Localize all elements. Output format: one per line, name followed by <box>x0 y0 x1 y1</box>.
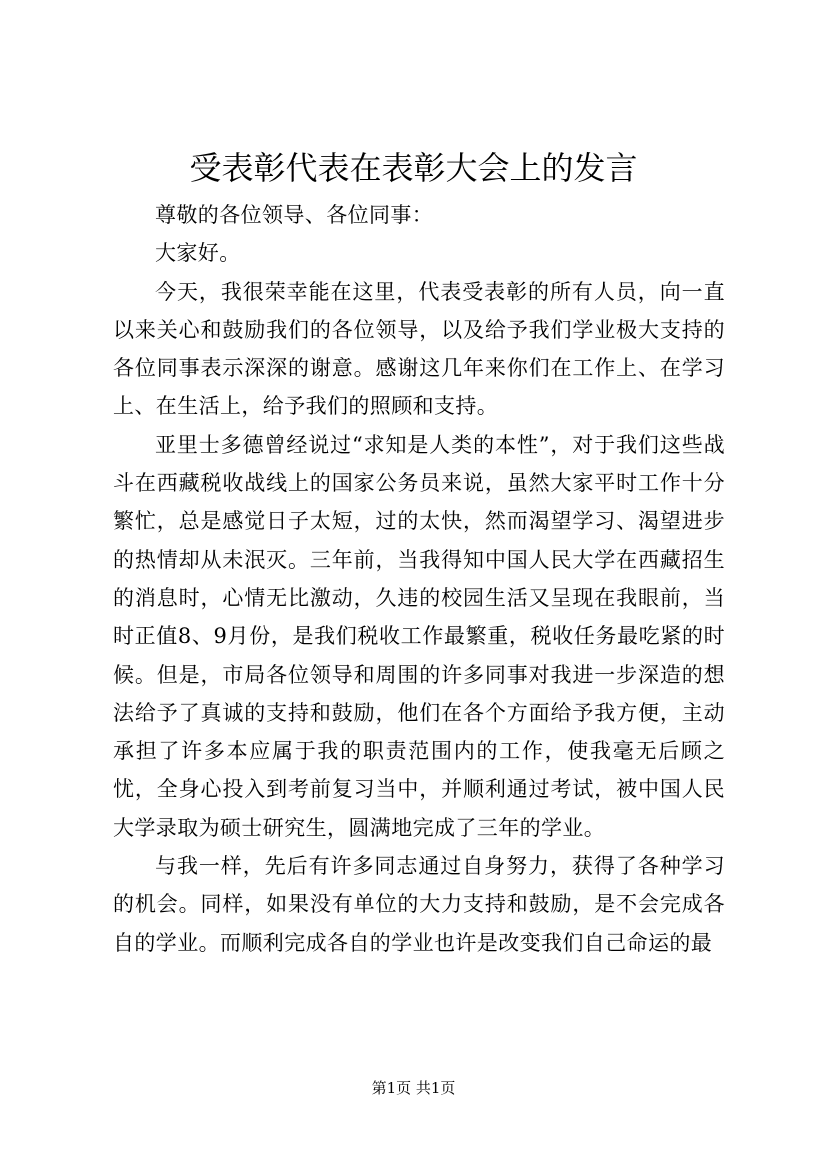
salutation-paragraph: 尊敬的各位领导、各位同事： <box>155 203 434 227</box>
body-paragraph: 亚里士多德曾经说过“求知是人类的本性”，对于我们这些战斗在西藏税收战线上的国家公务员来说，虽然大家平时工作十分繁忙，总是感觉日子太短，过的太快，然而渴望学习、渴望进步的热情却从未泯灭。三年前，当我得知中国人民大学在西藏招生的消息时，心情无比激动，久违的校园生活又呈现在我眼前，当时正值8、9月份，是我们税收工作最繁重，税收任务最吃紧的时候。但是，市局各位领导和周围的许多同事对我进一步深造的想法给予了真诚的支持和鼓励，他们在各个方面给予我方便，主动承担了许多本应属于我的职责范围内的工作，使我毫无后顾之忧，全身心投入到考前复习当中，并顺利通过考试，被中国人民大学录取为硕士研究生，圆满地完成了三年的学业。 <box>113 432 725 840</box>
page-footer: 第1页 共1页 <box>371 1079 456 1097</box>
greeting-paragraph: 大家好。 <box>155 241 241 266</box>
body-paragraph: 今天，我很荣幸能在这里，代表受表彰的所有人员，向一直以来关心和鼓励我们的各位领导，以及给予我们学业极大支持的各位同事表示深深的谢意。感谢这几年来你们在工作上、在学习上、在生活上，给予我们的照顾和支持。 <box>113 279 725 419</box>
document-body <box>113 196 725 962</box>
document-title: 受表彰代表在表彰大会上的发言 <box>189 149 638 187</box>
body-paragraph: 与我一样，先后有许多同志通过自身努力，获得了各种学习的机会。同样，如果没有单位的大力支持和鼓励，是不会完成各自的学业。而顺利完成各自的学业也许是改变我们自己命运的最 <box>113 854 725 955</box>
